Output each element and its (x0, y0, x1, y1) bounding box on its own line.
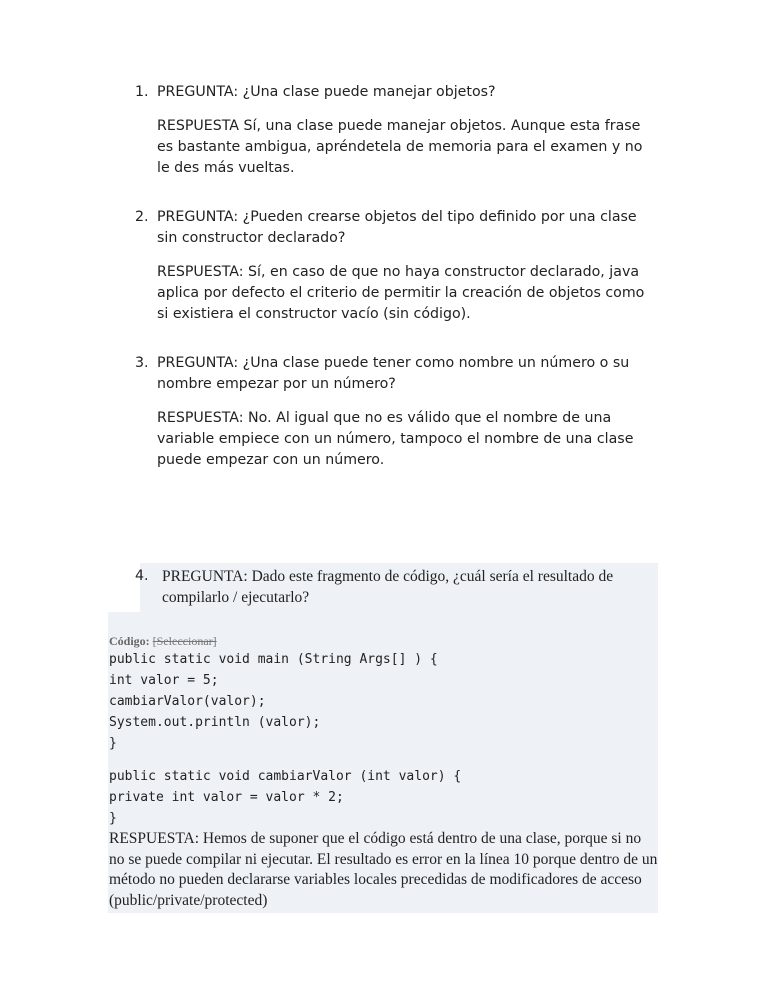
select-code-link[interactable]: [Seleccionar] (152, 634, 217, 648)
question-text: PREGUNTA: Dado este fragmento de código, ¿cuál sería el resultado de compilarlo / ejecutarlo? (162, 568, 614, 606)
code-line (109, 754, 658, 766)
question-item-2 (135, 207, 655, 325)
code-line: } (109, 811, 117, 826)
question-item-1 (135, 82, 655, 179)
question-item-4 (135, 563, 658, 612)
item-number: 2. (135, 209, 149, 225)
answer-text: RESPUESTA: No. Al igual que no es válido que el nombre de una variable empiece con un número, tampoco el nombre de una clase puede empezar con un número. (157, 410, 634, 468)
code-label: Código: (109, 634, 150, 648)
question-text: PREGUNTA: ¿Una clase puede manejar objetos? (157, 84, 496, 100)
code-line: } (109, 736, 117, 751)
item-number: 3. (135, 355, 149, 371)
code-header (109, 633, 658, 649)
item-number: 1. (135, 84, 149, 100)
code-line: cambiarValor(valor); (109, 694, 266, 709)
code-line: private int valor = valor * 2; (109, 790, 344, 805)
answer-text: RESPUESTA: Sí, en caso de que no haya constructor declarado, java aplica por defecto el criterio de permitir la creación de objetos como si existiera el constructor vacío (sin código). (157, 264, 645, 322)
code-line: int valor = 5; (109, 673, 219, 688)
question-text: PREGUNTA: ¿Una clase puede tener como nombre un número o su nombre empezar por un número? (157, 355, 630, 392)
question-item-3 (135, 353, 655, 471)
code-line: public static void main (String Args[] ) { (109, 652, 438, 667)
answer-text: RESPUESTA Sí, una clase puede manejar objetos. Aunque esta frase es bastante ambigua, apréndetela de memoria para el examen y no le des más vueltas. (157, 118, 643, 176)
item-number: 4. (135, 568, 149, 584)
question-text: PREGUNTA: ¿Pueden crearse objetos del tipo definido por una clase sin constructor declarado? (157, 209, 637, 246)
code-block (108, 612, 658, 913)
code-line: System.out.println (valor); (109, 715, 321, 730)
code-lines (109, 649, 658, 829)
answer-text: RESPUESTA: Hemos de suponer que el código está dentro de una clase, porque si no no se puede compilar ni ejecutar. El resultado es error en la línea 10 porque dentro de un método no pueden declararse variables locales precedidas de modificadores de acceso (public/private/protected) (109, 830, 658, 909)
code-line: public static void cambiarValor (int valor) { (109, 769, 462, 784)
